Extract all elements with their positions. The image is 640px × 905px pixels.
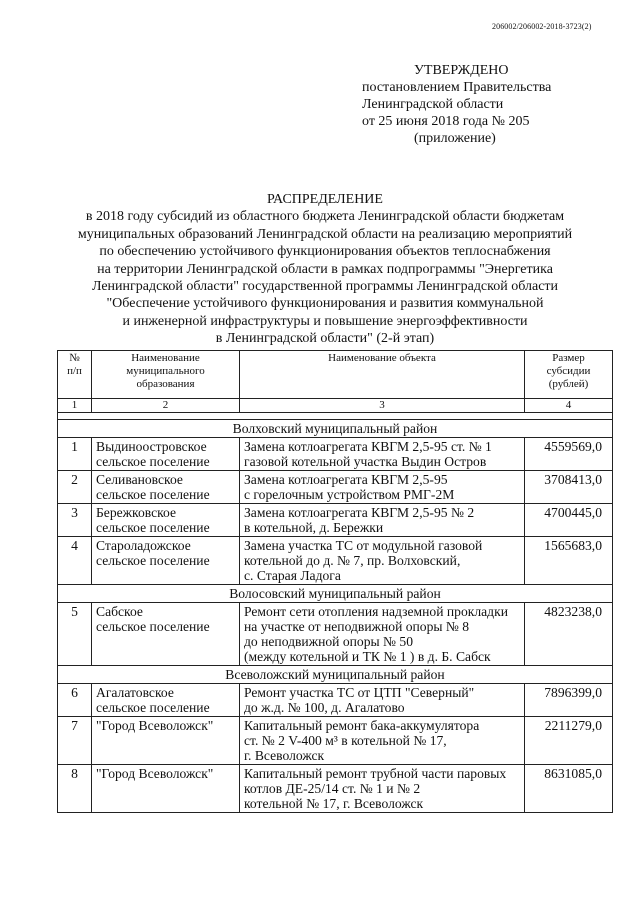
row-municipality: Бережковское сельское поселение: [92, 504, 240, 537]
row-num: 6: [58, 684, 92, 717]
heading-line: муниципальных образований Ленинградской области на реализацию мероприятий: [77, 226, 573, 242]
row-municipality: Агалатовское сельское поселение: [92, 684, 240, 717]
row-municipality: Сабское сельское поселение: [92, 603, 240, 666]
spacer-row: [58, 413, 613, 420]
region-name: Волховский муниципальный район: [58, 420, 613, 438]
subsidy-table: [57, 350, 613, 813]
row-num: 7: [58, 717, 92, 765]
spacer-cell: [58, 413, 613, 420]
document-heading: [60, 191, 590, 348]
heading-line: и инженерной инфраструктуры и повышение энергоэффективности: [122, 313, 528, 329]
row-amount: 4823238,0: [525, 603, 613, 666]
row-object: Капитальный ремонт бака-аккумулятора ст. № 2 V-400 м³ в котельной № 17, г. Всеволожск: [240, 717, 525, 765]
column-number: 1: [58, 399, 92, 413]
table-row: [58, 603, 613, 666]
row-municipality: Выдиноостровское сельское поселение: [92, 438, 240, 471]
heading-line: Ленинградской области" государственной программы Ленинградской области: [91, 279, 559, 295]
row-object: Замена участка ТС от модульной газовой котельной до д. № 7, пр. Волховский, с. Старая Ладога: [240, 537, 525, 585]
row-num: 3: [58, 504, 92, 537]
heading-line: в Ленинградской области" (2-й этап): [215, 331, 435, 347]
table-row: [58, 684, 613, 717]
column-number: 4: [525, 399, 613, 413]
approval-line: (приложение): [414, 131, 496, 146]
row-municipality: Староладожское сельское поселение: [92, 537, 240, 585]
row-municipality: "Город Всеволожск": [92, 717, 240, 765]
region-name: Всеволожский муниципальный район: [58, 666, 613, 684]
header-object: Наименование объекта: [240, 351, 525, 399]
row-object: Замена котлоагрегата КВГМ 2,5-95 с горелочным устройством РМГ-2М: [240, 471, 525, 504]
heading-line: в 2018 году субсидий из областного бюджета Ленинградской области бюджетам: [85, 209, 565, 225]
table-row: [58, 717, 613, 765]
row-amount: 4700445,0: [525, 504, 613, 537]
row-num: 1: [58, 438, 92, 471]
approval-line: Ленинградской области: [362, 97, 504, 112]
row-object: Ремонт сети отопления надземной прокладки на участке от неподвижной опоры № 8 до неподвижной опоры № 50 (между котельной и ТК № 1 ) в д. Б. Сабск: [240, 603, 525, 666]
column-number-row: [58, 399, 613, 413]
heading-line: на территории Ленинградской области в рамках подпрограммы "Энергетика: [97, 261, 553, 277]
table-row: [58, 537, 613, 585]
document-number: 206002/206002-2018-3723(2): [492, 22, 592, 31]
row-object: Замена котлоагрегата КВГМ 2,5-95 № 2 в котельной, д. Бережки: [240, 504, 525, 537]
row-amount: 2211279,0: [525, 717, 613, 765]
row-amount: 7896399,0: [525, 684, 613, 717]
table-row: [58, 504, 613, 537]
region-row: [58, 585, 613, 603]
row-num: 5: [58, 603, 92, 666]
row-municipality: "Город Всеволожск": [92, 765, 240, 813]
header-municipality: Наименование муниципального образования: [92, 351, 240, 399]
column-number: 2: [92, 399, 240, 413]
row-object: Замена котлоагрегата КВГМ 2,5-95 ст. № 1 газовой котельной участка Выдин Остров: [240, 438, 525, 471]
table-row: [58, 765, 613, 813]
approval-title: УТВЕРЖДЕНО: [414, 63, 509, 78]
row-amount: 4559569,0: [525, 438, 613, 471]
row-amount: 3708413,0: [525, 471, 613, 504]
heading-title: РАСПРЕДЕЛЕНИЕ: [267, 192, 383, 207]
region-name: Волосовский муниципальный район: [58, 585, 613, 603]
region-row: [58, 420, 613, 438]
approval-line: от 25 июня 2018 года № 205: [362, 114, 530, 129]
row-municipality: Селивановское сельское поселение: [92, 471, 240, 504]
row-amount: 1565683,0: [525, 537, 613, 585]
table-row: [58, 438, 613, 471]
row-num: 8: [58, 765, 92, 813]
row-object: Капитальный ремонт трубной части паровых котлов ДЕ-25/14 ст. № 1 и № 2 котельной № 17, г. Всеволожск: [240, 765, 525, 813]
row-num: 4: [58, 537, 92, 585]
header-amount: Размер субсидии (рублей): [525, 351, 613, 399]
row-amount: 8631085,0: [525, 765, 613, 813]
header-num: № п/п: [58, 351, 92, 399]
column-number: 3: [240, 399, 525, 413]
approval-block: [362, 62, 551, 147]
row-num: 2: [58, 471, 92, 504]
approval-line: постановлением Правительства: [362, 80, 552, 95]
row-object: Ремонт участка ТС от ЦТП "Северный" до ж.д. № 100, д. Агалатово: [240, 684, 525, 717]
table-row: [58, 471, 613, 504]
heading-line: "Обеспечение устойчивого функционирования и развития коммунальной: [106, 296, 544, 312]
region-row: [58, 666, 613, 684]
table-header-row: [58, 351, 613, 399]
heading-line: по обеспечению устойчивого функционирования объектов теплоснабжения: [99, 244, 551, 260]
